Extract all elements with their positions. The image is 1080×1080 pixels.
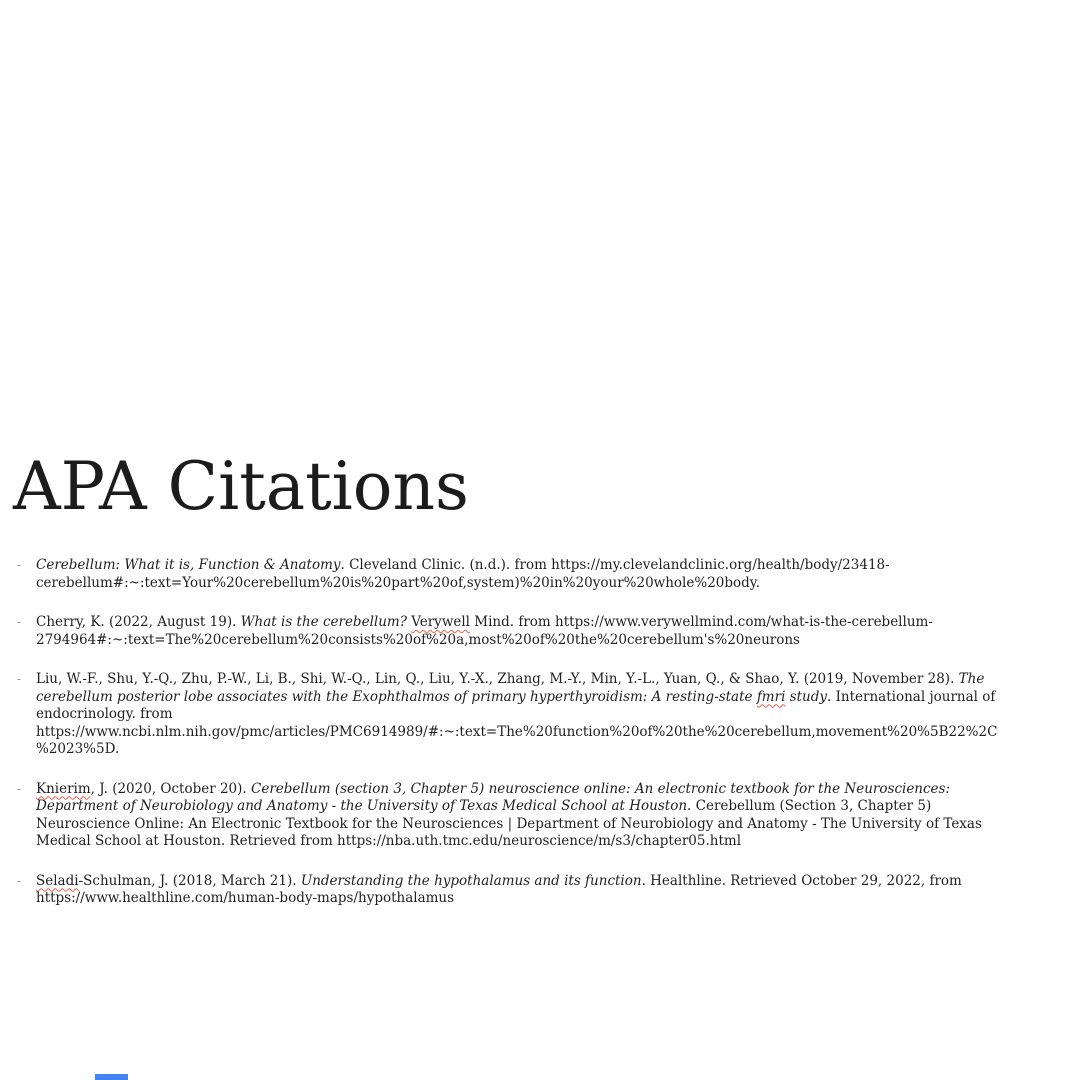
- citation-item: [16, 671, 1010, 759]
- citation-text: Cerebellum: What it is, Function & Anatomy: [36, 557, 341, 573]
- citation-text: What is the cerebellum?: [240, 614, 407, 630]
- bullet-dash: -: [17, 558, 22, 572]
- citations-list: [16, 557, 1010, 930]
- citation-text: study: [785, 688, 827, 705]
- citation-item: [16, 614, 1010, 649]
- citation-item: [16, 873, 1010, 908]
- bullet-dash: -: [17, 873, 22, 888]
- bottom-blue-bar: [95, 1074, 128, 1080]
- citation-item: [16, 557, 1010, 592]
- citation-text-misspelled: fmri: [756, 688, 786, 705]
- bullet-dash: -: [17, 672, 22, 686]
- citation-item: [16, 781, 1010, 851]
- citation-text: Cherry, K. (2022, August 19).: [36, 614, 241, 630]
- citation-text: Cerebellum (section 3, Chapter 5) neuroscience online: An electronic textbook for the Neurosciences: Department of Neurobiology and Anatomy - the University of Texas Medical School at Houston: [36, 780, 951, 814]
- citation-text-misspelled: Seladi: [36, 872, 79, 889]
- citation-text: -Schulman, J. (2018, March 21).: [78, 872, 301, 889]
- citation-text: Understanding the hypothalamus and its function: [300, 872, 642, 889]
- citation-text: . Healthline. Retrieved October 29, 2022, from https://www.healthline.com/human-body-maps/hypothalamus: [36, 872, 962, 906]
- bullet-dash: -: [17, 781, 22, 796]
- citation-text: Mind. from https://www.verywellmind.com/what-is-the-cerebellum-2794964#:~:text=The%20cerebellum%20consists%20of%20a,most%20of%20the%20cerebellum's%20neurons: [36, 614, 933, 648]
- bullet-dash: -: [17, 615, 22, 629]
- citation-text-misspelled: Verywell: [411, 614, 470, 630]
- citation-text: The cerebellum posterior lobe associates with the Exophthalmos of primary hyperthyroidism: A resting-state: [36, 671, 985, 705]
- citation-text: Liu, W.-F., Shu, Y.-Q., Zhu, P.-W., Li, B., Shi, W.-Q., Lin, Q., Liu, Y.-X., Zhang, M.-Y., Min, Y.-L., Yuan, Q., & Shao, Y. (2019, November 28).: [36, 671, 959, 687]
- slide-title: APA Citations: [13, 448, 469, 525]
- citation-text: , J. (2020, October 20).: [90, 780, 251, 797]
- citation-text-misspelled: Knierim: [36, 780, 91, 797]
- citation-text: . International journal of endocrinology. from https://www.ncbi.nlm.nih.gov/pmc/articles/PMC6914989/#:~:text=The%20function%20of%20the%20cerebellum,movement%20%5B22%2C%2023%5D.: [36, 688, 998, 757]
- citation-text: . Cleveland Clinic. (n.d.). from https://my.clevelandclinic.org/health/body/23418-cerebellum#:~:text=Your%20cerebellum%20is%20part%20of,system)%20in%20your%20whole%20body.: [36, 557, 890, 591]
- citation-text: . Cerebellum (Section 3, Chapter 5) Neuroscience Online: An Electronic Textbook for the Neurosciences | Department of Neurobiology and Anatomy - The University of Texas Medical School at Houston. Retrieved from https://nba.uth.tmc.edu/neuroscience/m/s3/chapter05.html: [36, 798, 982, 849]
